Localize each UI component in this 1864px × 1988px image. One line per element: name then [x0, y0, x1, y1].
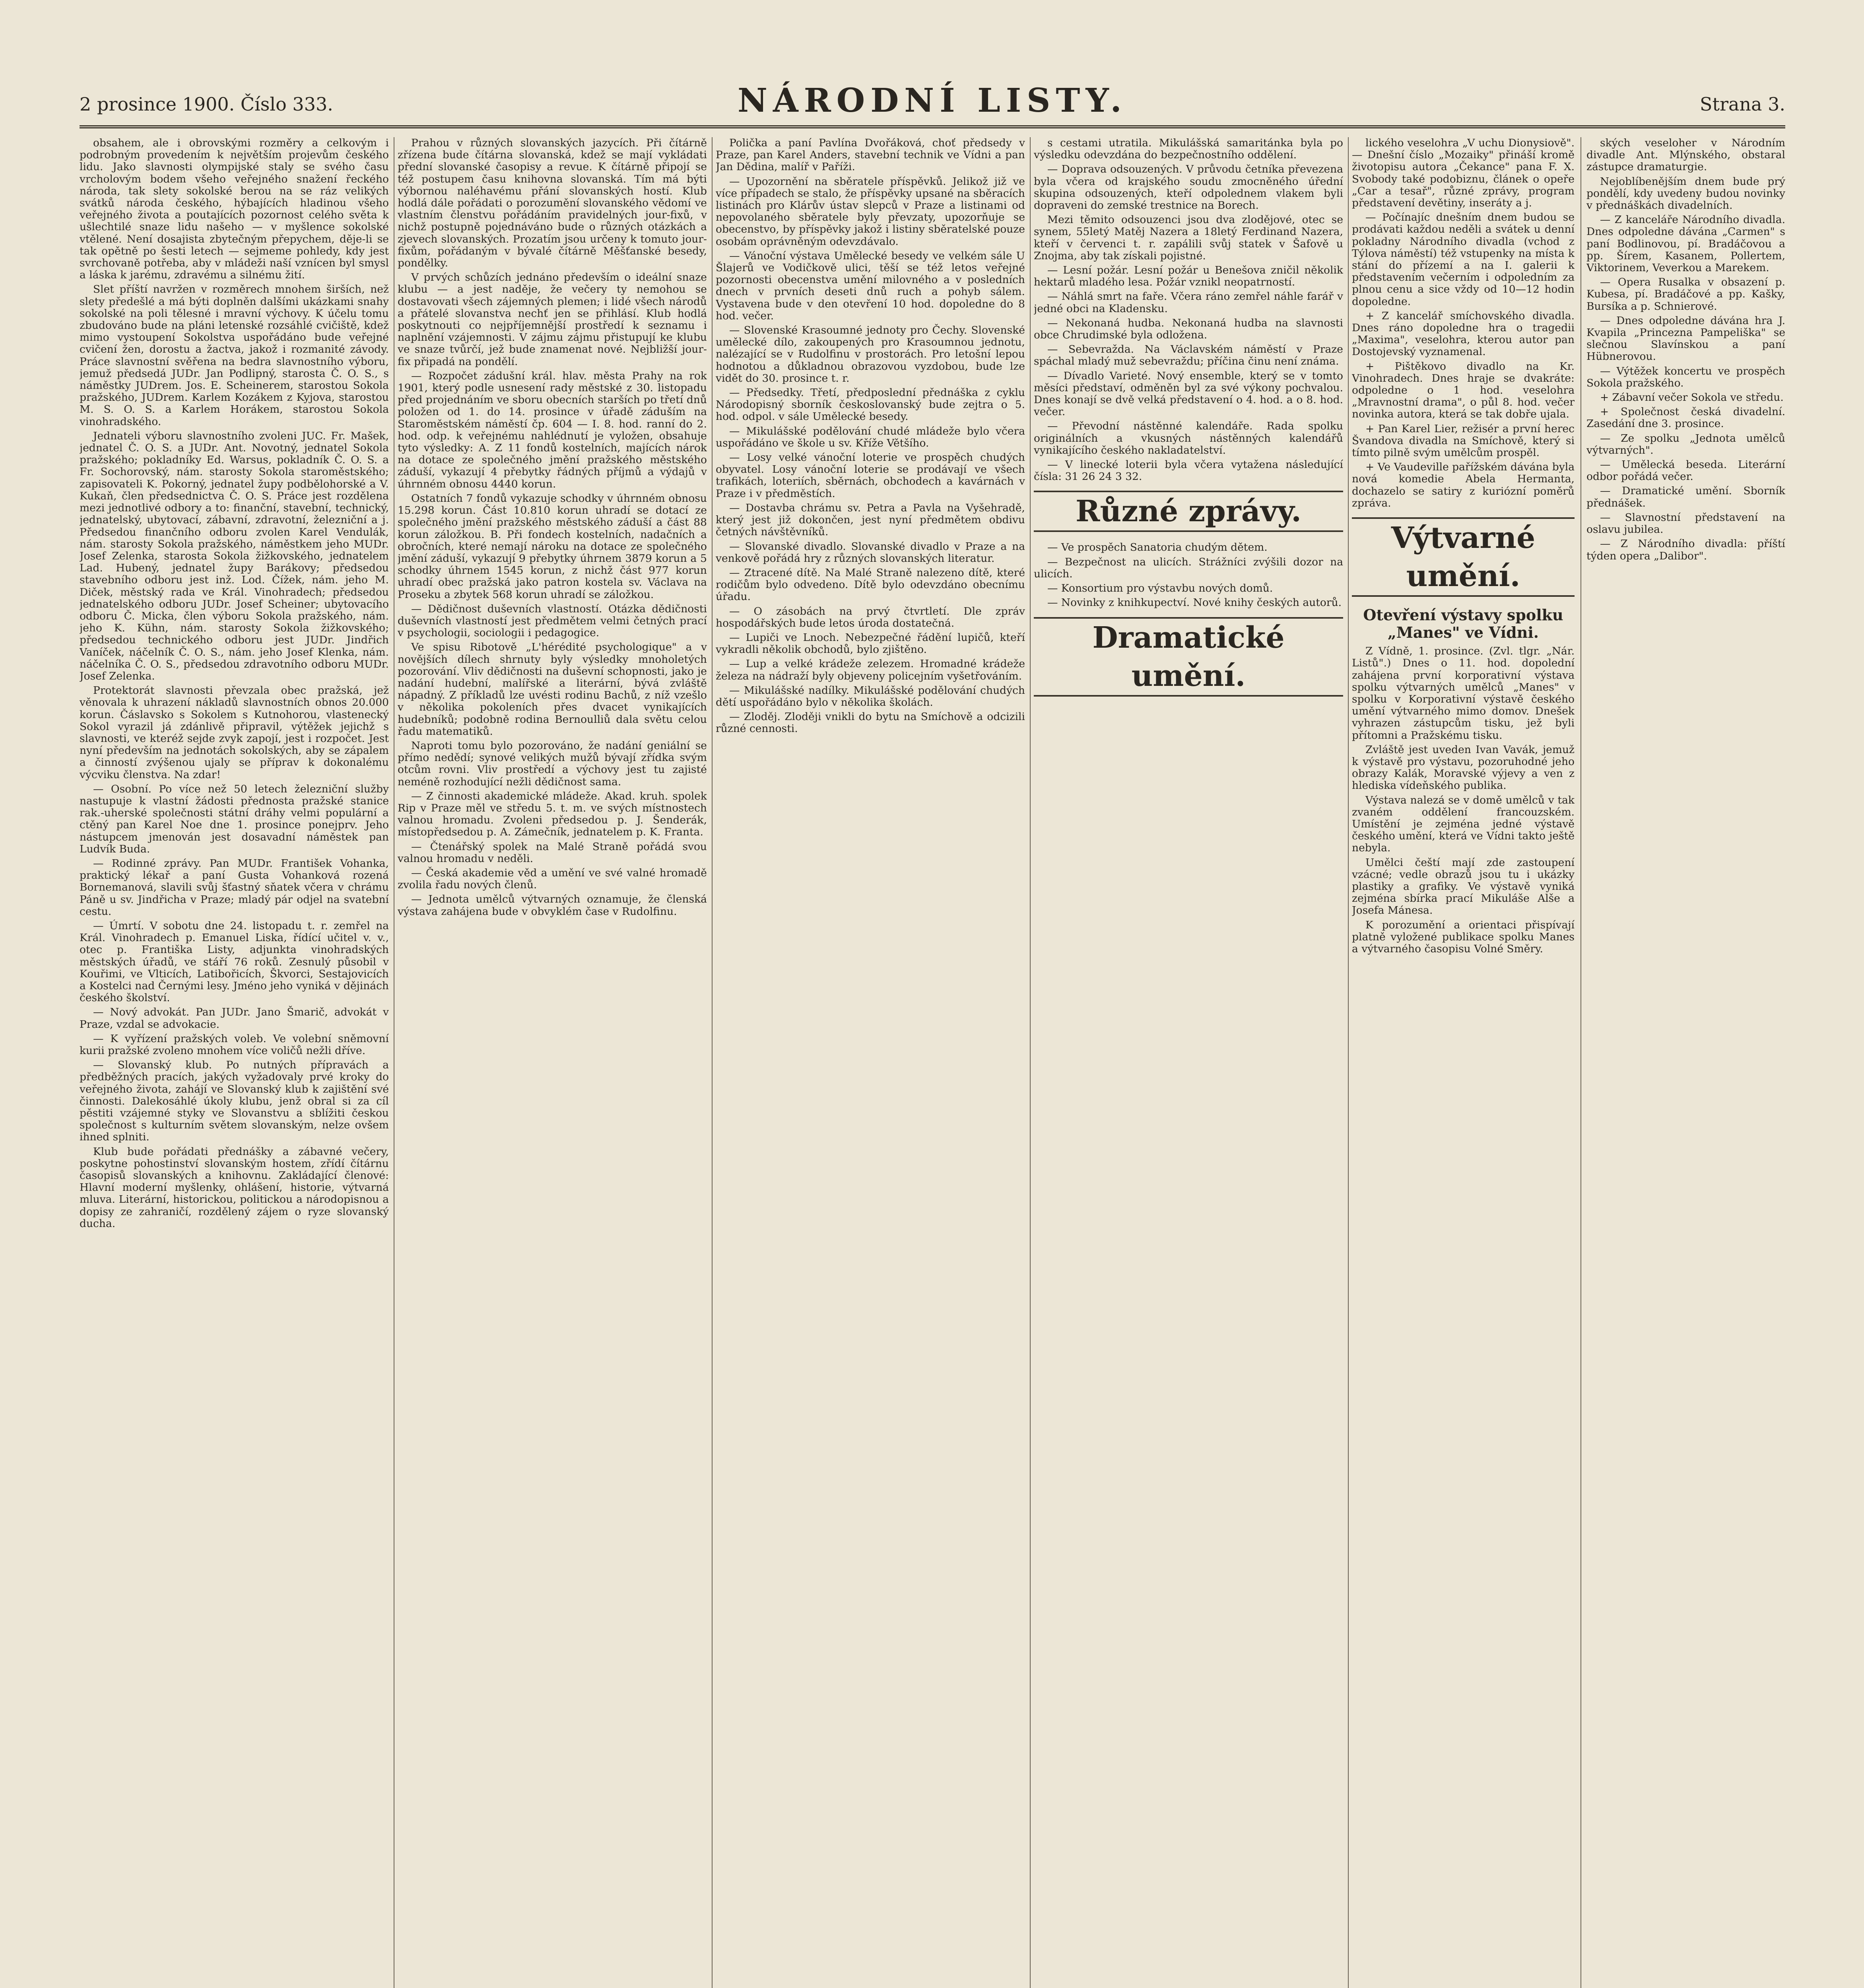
paragraph: — Z činnosti akademické mládeže. Akad. kruh. spolek Rip v Praze měl ve středu 5. t. m. ve svých místnostech valnou hromadu. Zvoleni předsedou p. J. Šenderák, místopředsedou p. A. Zámečník, jednatelem p. K. Franta.: [398, 790, 707, 839]
paragraph: lického veselohra „V uchu Dionysiově". — Dnešní číslo „Mozaiky" přináší kromě životopisu autora „Čekance" pana F. X. Svobody také podobiznu, článek o opeře „Car a tesař", různé zprávy, program představení devětiny, inseráty a j.: [1352, 137, 1575, 210]
paragraph: — Novinky z knihkupectví. Nové knihy českých autorů.: [1047, 596, 1342, 609]
paragraph: Protektorát slavnosti převzala obec pražská, jež věnovala k uhrazení nákladů slavnostních obnos 20.000 korun. Čáslavsko s Sokolem s Kutnohorou, vlastenecký Sokol vyrazil já zdánlivě připravil, výtěžek jejichž s slavnosti, ve kteréž sejde zvyk zapojí, jest i rozpočet. Jest nyní především na jednotách sokolských, aby se zápalem a činností zvýšenou ujaly se příprav k dokonalému výcviku členstva. Na zdar!: [80, 684, 389, 781]
paragraph: — Upozornění na sběratele příspěvků. Jelikož již ve více případech se stalo, že příspěvky upsané na sběracích listinách pro Klárův ústav slepců v Praze a listinami od nepovolaného sběratele byly převzaty, upozorňuje se obecenstvo, by příspěvky jakož i listiny sběratelské pouze osobám oprávněným odevzdávalo.: [716, 175, 1025, 248]
column-3: [716, 137, 1025, 1988]
paragraph: — Dívadlo Varieté. Nový ensemble, který se v tomto měsíci představí, odměněn byl za své výkony pochvalou. Dnes konají se dvě velká představení o 4. hod. a o 8. hod. večer.: [1034, 369, 1343, 418]
paragraph: — Konsortium pro výstavbu nových domů.: [1047, 582, 1273, 595]
paragraph: — Lup a velké krádeže zelezem. Hromadné krádeže železa na nádraží byly objeveny policejním vyšetřováním.: [716, 658, 1025, 682]
paragraph: — Sebevražda. Na Václavském náměstí v Praze spáchal mladý muž sebevraždu; příčina činu není známa.: [1034, 343, 1343, 368]
paragraph: + Ve Vaudeville pařížském dávána byla nová komedie Abela Hermanta, dochazelo se satiry z kuriózní poměrů zpráva.: [1352, 461, 1575, 509]
paragraph: — Slovanské divadlo. Slovanské divadlo v Praze a na venkově pořádá hry z různých slovanských literatur.: [716, 540, 1025, 565]
paragraph: — Rozpočet zádušní král. hlav. města Prahy na rok 1901, který podle usnesení rady městské z 30. listopadu před projednáním ve sboru obecních starších po třetí dnů položen od 1. do 14. prosince v úřadě záduším na Staroměstském náměstí čp. 604 — I. 8. hod. ranní do 2. hod. odp. k veřejnému nahlédnutí je vyložen, obsahuje tyto výsledky: A. Z 11 fondů kostelních, majících nárok na dotace ze společného jmění pražského městského záduší, vykazují 4 přebytky řádných příjmů a výdajů v úhrnném obnosu 4440 korun.: [398, 369, 707, 490]
paragraph: + Pištěkovo divadlo na Kr. Vinohradech. Dnes hraje se dvakráte: odpoledne o 1 hod. veselohra „Mravnostní drama", o půl 8. hod. večer novinka autora, která se tak dobře ujala.: [1352, 360, 1575, 421]
paragraph: — V linecké loterii byla včera vytažena následující čísla: 31 26 24 3 32.: [1034, 458, 1343, 483]
paragraph: Ve spisu Ribotově „L'hérédité psychologique" a v novějších dílech shrnuty byly výsledky mnoholetých pozorování. Vliv dědičnosti na duševní schopnosti, jako je nadání hudební, malířské a literární, bývá zvláště nápadný. Z příkladů lze uvésti rodinu Bachů, z níž vzešlo v několika pokoleních přes dvacet vynikajících hudebníků; podobně rodina Bernoulliů dala světu celou řadu matematiků.: [398, 641, 707, 738]
paragraph: — Mikulášské podělování chudé mládeže bylo včera uspořádáno ve škole u sv. Kříže Většího.: [716, 425, 1025, 449]
paragraph: — Slavnostní představení na oslavu jubilea.: [1586, 511, 1785, 536]
masthead: [80, 78, 1785, 128]
section-heading-vytvarne-umeni: Výtvarné umění.: [1352, 517, 1575, 597]
paragraph: — Vánoční výstava Umělecké besedy ve velkém sále U Šlajerů ve Vodičkově ulici, těší se též letos veřejné pozornosti obecenstva umění milovného a v posledních dnech v prvních deseti dnů ruch a pohyb sálem. Vystavena bude v den otevření 10 hod. dopoledne do 8 hod. večer.: [716, 249, 1025, 322]
column-divider: [1348, 137, 1349, 1988]
paragraph: Jednateli výboru slavnostního zvoleni JUC. Fr. Mašek, jednatel Č. O. S. a JUDr. Ant. Novotný, jednatel Sokola pražského; pokladníky Ed. Warsus, pokladník Č. O. S. a Fr. Sochorovský, nám. starosty Sokola staroměstského; zapisovateli K. Pokorný, jednatel župy podbělohorské a V. Kukaň, člen předsednictva Č. O. S. Práce jest rozdělena mezi jednotlivé odbory a to: finanční, stavební, technický, jednatelský, ubytovací, zábavní, zdravotní, železniční a j. Předsedou finančního odboru zvolen Karel Vendulák, nám. starosty Sokola pražského, náměstkem jeho MUDr. Josef Zelenka, starosta Sokola žižkovského, jednatelem Lad. Hubený, jednatel župy Barákovy; předsedou stavebního odboru jest inž. Lod. Čížek, nám. jeho M. Diček, městský rada ve Král. Vinohradech; předsedou jednatelského odboru JUDr. Josef Scheiner; ubytovacího odboru Č. Micka, člen výboru Sokola pražského, nám. jeho K. Kühn, nám. starosty Sokola žižkovského; předsedou technického odboru jest JUDr. Jindřich Vaníček, náčelník Č. O. S., nám. jeho Josef Klenka, nám. náčelníka Č. O. S., předsedou zdravotního odboru MUDr. Josef Zelenka.: [80, 429, 389, 682]
paragraph: Zvláště jest uveden Ivan Vavák, jemuž k výstavě pro výstavu, pozoruhodné jeho obrazy Kalák, Moravské výjevy a ven z hlediska vídeňského publika.: [1352, 743, 1575, 792]
paragraph: — Ze spolku „Jednota umělců výtvarných".: [1586, 432, 1785, 456]
column-5: [1352, 137, 1575, 1988]
article-heading: Otevření výstavy spolku „Manes" ve Vídni.: [1363, 606, 1563, 642]
paragraph: — Z Národního divadla: příští týden opera „Dalibor".: [1586, 538, 1785, 562]
page-number: Strana 3.: [1700, 93, 1785, 115]
paragraph: — Ve prospěch Sanatoria chudým dětem.: [1047, 541, 1268, 554]
paragraph: — Losy velké vánoční loterie ve prospěch chudých obyvatel. Losy vánoční loterie se prodávají ve všech trafikách, loteriích, sběrnách, obchodech a kavárnách v Praze i v předměstích.: [716, 451, 1025, 500]
paragraph: Prahou v různých slovanských jazycích. Při čítárně zřízena bude čítárna slovanská, kdež se mají vykládati přední slovanské časopisy a revue. K čítárně připojí se též postupem času knihovna slovanská. Tím má býti výbornou naléhavému přání slovanských hostí. Klub hodlá dále pořádati o porozumění slovanského vědomí ve vlastním členstvu pořádáním pravidelných jour-fixů, v nichž postupně pojednáváno bude o různých otázkách a zjevech slovanských. Prozatím jsou určeny k tomuto jour-fixům, pořádaným v bývalé čítárně Měšťanské besedy, pondělky.: [398, 137, 707, 270]
paragraph: + Zábavní večer Sokola ve středu.: [1600, 391, 1784, 404]
paragraph: — Počínajíc dnešním dnem budou se prodávati každou neděli a svátek u denní pokladny Národního divadla (vchod z Týlova náměstí) též vstupenky na místa k stání do přízemí a na I. galerii k představením večerním i odpoledním za plnou cenu a sice vždy od 10—12 hodin dopoledne.: [1352, 211, 1575, 308]
paragraph: Ostatních 7 fondů vykazuje schodky v úhrnném obnosu 15.298 korun. Část 10.810 korun uhradí se dotací ze společného jmění pražského městského záduší a část 88 korun záložkou. B. Při fondech kostelních, nadačních a obročních, které nemají nároku na dotace ze společného jmění záduší, vykazují 9 přebytky úhrnem 3879 korun a 5 schodky úhrnem 1545 korun, z nichž část 977 korun uhradí obec pražská jako patron kostela sv. Václava na Proseku a zbytek 568 korun uhradí se záložkou.: [398, 492, 707, 601]
paragraph: — Ztracené dítě. Na Malé Straně nalezeno dítě, které rodičům bylo odvedeno. Dítě bylo odevzdáno obecnímu úřadu.: [716, 566, 1025, 603]
paragraph: — Mikulášské nadílky. Mikulášské podělování chudých dětí uspořádáno bylo v několika školách.: [716, 684, 1025, 709]
paragraph: — Dnes odpoledne dávána hra J. Kvapila „Princezna Pampeliška" se slečnou Slavínskou a paní Hübnerovou.: [1586, 314, 1785, 363]
paragraph: — Nový advokát. Pan JUDr. Jano Šmarič, advokát v Praze, vzdal se advokacie.: [80, 1006, 389, 1031]
column-2: [398, 137, 707, 1988]
paragraph: — K vyřízení pražských voleb. Ve volební sněmovní kurii pražské zvoleno mnohem více voličů nežli dříve.: [80, 1032, 389, 1057]
section-heading-dramaticke-umeni: Dramatické umění.: [1034, 617, 1343, 697]
paragraph: + Pan Karel Lier, režisér a první herec Švandova divadla na Smíchově, který si tímto pilně svým umělcům prospěl.: [1352, 422, 1575, 459]
paragraph: Nejoblíbenějším dnem bude prý pondělí, kdy uvedeny budou novinky v přednáškách divadelních.: [1586, 175, 1785, 212]
paragraph: — Nekonaná hudba. Nekonaná hudba na slavnosti obce Chrudimské byla odložena.: [1034, 316, 1343, 342]
paragraph: — Čtenářský spolek na Malé Straně pořádá svou valnou hromadu v neděli.: [398, 840, 707, 865]
paragraph: Klub bude pořádati přednášky a zábavné večery, poskytne pohostinství slovanským hostem, zřídí čítárnu časopisů slovanských a knihovnu. Zakládající členové: Hlavní moderní myšlenky, ohlášení, historie, výtvarná mluva. Literární, historickou, politickou a národopisnou a dopisy ze zahraničí, rozdělený zájem o ryze slovanský ducha.: [80, 1145, 389, 1230]
paragraph: Slet příští navržen v rozměrech mnohem širších, než slety předešlé a má býti doplněn dalšími ukázkami snahy sokolské na poli tělesné i mravní výchovy. K účelu tomu zbudováno bude na pláni letenské rozsáhlé cvičiště, kdež mimo vystoupení Sokolstva uspořádáno bude veřejné cvičení žen, dorostu a žactva, jakož i rozmanité závody. Práce slavnostní svěřena na bedra slavnostního výboru, jemuž předsedá JUDr. Jan Podlipný, starosta Č. O. S., s náměstky JUDrem. Jos. E. Scheinerem, starostou Sokola pražského, JUDrem. Karlem Kozákem z Kyjova, starostou M. S. O. S. a Karlem Horákem, starostou Sokola vinohradského.: [80, 283, 389, 428]
paragraph: — Převodní nástěnné kalendáře. Rada spolku originálních a vkusných nástěnných kalendářů vynikajícího českého nakladatelství.: [1034, 420, 1343, 456]
paragraph: — Zloděj. Zloději vnikli do bytu na Smíchově a odcizili různé cennosti.: [716, 711, 1025, 735]
paragraph: — Slovenské Krasoumné jednoty pro Čechy. Slovenské umělecké dílo, zakoupených pro Krasoumnou jednotu, nalézající se v Rudolfinu v prostorách. Pro letošní lepou hodnotou a důkladnou obrazovou vyzdobou, bude lze vidět do 30. prosince t. r.: [716, 324, 1025, 384]
paragraph: — Opera Rusalka v obsazení p. Kubesa, pí. Bradáčové a pp. Kašky, Bursíka a p. Schnierové.: [1586, 276, 1785, 313]
section-heading-ruzne-zpravy: Různé zprávy.: [1034, 491, 1343, 532]
paragraph: — Dědičnost duševních vlastností. Otázka dědičnosti duševních vlastností jest předmětem velmi četných prací v psychologii, sociologii i pedagogice.: [398, 602, 707, 639]
paragraph: + Společnost česká divadelní. Zasedání dne 3. prosince.: [1586, 406, 1785, 430]
paragraph: — Bezpečnost na ulicích. Strážníci zvýšili dozor na ulicích.: [1034, 555, 1343, 580]
column-1: [80, 137, 389, 1988]
paragraph: — Umělecká beseda. Literární odbor pořádá večer.: [1586, 458, 1785, 483]
paragraph: Z Vídně, 1. prosince. (Zvl. tlgr. „Nár. Listů".) Dnes o 11. hod. dopolední zahájena první korporativní výstava spolku výtvarných umělců „Manes" v spolku v Korporativní výstavě českého umění výtvarného mimo domov. Dnešek vyhrazen zástupcům tisku, jež byli přítomni a Pražskému tisku.: [1352, 645, 1575, 742]
paragraph: ských veseloher v Národním divadle Ant. Mlýnského, obstaral zástupce dramaturgie.: [1586, 137, 1785, 173]
column-6: [1586, 137, 1785, 1988]
paragraph: K porozumění a orientaci přispívají platně vyložené publikace spolku Manes a výtvarného časopisu Volné Směry.: [1352, 918, 1575, 955]
paragraph: + Z kancelář smíchovského divadla. Dnes ráno dopoledne hra o tragedii „Maxima", veselohra, kterou autor pan Dostojevský vyznamenal.: [1352, 309, 1575, 358]
paragraph: — Dostavba chrámu sv. Petra a Pavla na Vyšehradě, který jest již dokončen, jest nyní předmětem obdivu četných návštěvníků.: [716, 501, 1025, 538]
paragraph: — Náhlá smrt na faře. Včera ráno zemřel náhle farář v jedné obci na Kladensku.: [1034, 290, 1343, 315]
paragraph: — Lupiči ve Lnoch. Nebezpečné řádění lupičů, kteří vykradli několik obchodů, bylo zjištěno.: [716, 631, 1025, 656]
paragraph: — Česká akademie věd a umění ve své valné hromadě zvolila řadu nových členů.: [398, 866, 707, 891]
paragraph: — Z kanceláře Národního divadla. Dnes odpoledne dávána „Carmen" s paní Bodlinovou, pí. Bradáčovou a pp. Šírem, Kasanem, Pollertem, Viktorinem, Veverkou a Marekem.: [1586, 214, 1785, 274]
issue-date-number: 2 prosince 1900. Číslo 333.: [80, 93, 333, 115]
column-divider: [712, 137, 713, 1988]
paragraph: — Jednota umělců výtvarných oznamuje, že členská výstava zahájena bude v obvyklém čase v Rudolfinu.: [398, 893, 707, 918]
column-divider: [1030, 137, 1031, 1988]
paragraph: — O zásobách na prvý čtvrtletí. Dle zpráv hospodářských bude letos úroda dostatečná.: [716, 605, 1025, 629]
paragraph: — Dramatické umění. Sborník přednášek.: [1586, 485, 1785, 509]
paragraph: obsahem, ale i obrovskými rozměry a celkovým i podrobným provedením k největším projevům českého lidu. Jako slavnosti olympijské staly se svého času vrcholovým bodem všeho veřejného snažení řeckého národa, tak slety sokolské berou na se ráz velikých svátků národa českého, hýbajících hladinou všeho veřejného života a poutajících pozornost celého světa k ušlechtilé snaze lidu našeho — v myšlence sokolské vtělené. Není dosajista zbytečným přepychem, děje-li se tak opětně po šesti letech — sejmeme pohledy, kdy jest svrchovaně potřeba, aby v mládeži naší vznícen byl smysl a láska k jarému, zdravému a silnému žití.: [80, 137, 389, 282]
newspaper-title: NÁRODNÍ LISTY.: [738, 82, 1127, 120]
paragraph: — Výtěžek koncertu ve prospěch Sokola pražského.: [1586, 365, 1785, 389]
column-4: [1034, 137, 1343, 1988]
paragraph: V prvých schůzích jednáno především o ideální snaze klubu — a jest naděje, že večery ty nemohou se dostavovati všech zájemných plemen; i lidé všech národů a přátelé slovanstva nechť jen se přihlásí. Klub hodlá poskytnouti co nejpříjemnější prostředí k seznamu i naplnění vzájemnosti. V zájmu zájmu přistupují ke klubu ve snaze tvůrčí, jež bude znamenat nové. Nejbližší jour-fix připadá na pondělí.: [398, 271, 707, 368]
paragraph: — Úmrtí. V sobotu dne 24. listopadu t. r. zemřel na Král. Vinohradech p. Emanuel Liska, řídící učitel v. v., otec p. Františka Listy, adjunkta vinohradských městských úřadů, ve stáří 76 roků. Zesnulý působil v Kouřimi, ve Vlticích, Latibořicích, Škvorci, Sestajovicích a Kostelci nad Černými lesy. Jméno jeho vyniká v dějinách českého školství.: [80, 920, 389, 1004]
paragraph: Mezi těmito odsouzenci jsou dva zlodějové, otec se synem, 55letý Matěj Nazera a 18letý Ferdinand Nazera, kteří v červenci t. r. zapálili svůj statek v Šafově u Znojma, aby tak získali pojistné.: [1034, 214, 1343, 262]
paragraph: — Slovanský klub. Po nutných přípravách a předběžných pracích, jakých vyžadovaly prvé kroky do veřejného života, zahájí ve Slovanský klub k zajištění své činnosti. Dalekosáhlé úkoly klubu, jenž obral si za cíl pěstiti vzájemné styky ve Slovanstvu a sblížiti českou společnost s kulturním světem slovanským, nelze ovšem ihned splniti.: [80, 1059, 389, 1143]
paragraph: — Doprava odsouzených. V průvodu četníka převezena byla včera od krajského soudu zmocněného úřední skupina odsouzených, kteří odpolednem vlakem byli dopraveni do zemské trestnice na Borech.: [1034, 163, 1343, 212]
paragraph: — Lesní požár. Lesní požár u Benešova zničil několik hektarů mladého lesa. Požár vznikl neopatrností.: [1034, 264, 1343, 289]
paragraph: Výstava nalezá se v domě umělců v tak zvaném oddělení francouzském. Umístění je zejména jedné výstavě českého umění, která ve Vídni takto ještě nebyla.: [1352, 794, 1575, 854]
paragraph: Polička a paní Pavlína Dvořáková, choť předsedy v Praze, pan Karel Anders, stavební technik ve Vídni a pan Jan Dědina, malíř v Paříži.: [716, 137, 1025, 173]
paragraph: — Předsedky. Třetí, předposlední přednáška z cyklu Národopisný sborník českoslovanský bude zejtra o 5. hod. odpol. v sále Umělecké besedy.: [716, 386, 1025, 423]
paragraph: — Osobní. Po více než 50 letech železniční služby nastupuje k vlastní žádosti přednosta pražské stanice rak.-uherské společnosti státní dráhy velmi populární a ctěný pan Karel Noe dne 1. prosince ponejprv. Jeho nástupcem jmenován jest dosavadní náměstek pan Ludvík Buda.: [80, 782, 389, 855]
paragraph: — Rodinné zprávy. Pan MUDr. František Vohanka, praktický lékař a paní Gusta Vohanková rozená Bornemanová, slavili svůj šťastný sňatek včera v chrámu Páně u sv. Jindřicha v Praze; mladý pár odjel na svatební cestu.: [80, 857, 389, 918]
paragraph: Umělci čeští mají zde zastoupení vzácné; vedle obrazů jsou tu i ukázky plastiky a grafiky. Ve výstavě vyniká zejména sbírka prací Mikuláše Alše a Josefa Mánesa.: [1352, 856, 1575, 917]
paragraph: s cestami utratila. Mikulášská samaritánka byla po výsledku odevzdána do bezpečnostního oddělení.: [1034, 137, 1343, 161]
paragraph: Naproti tomu bylo pozorováno, že nadání geniální se přímo nedědí; synové velikých mužů bývají zřídka svým otcům rovni. Vliv prostředí a výchovy jest tu zajisté neméně rozhodující nežli dědičnost sama.: [398, 739, 707, 788]
